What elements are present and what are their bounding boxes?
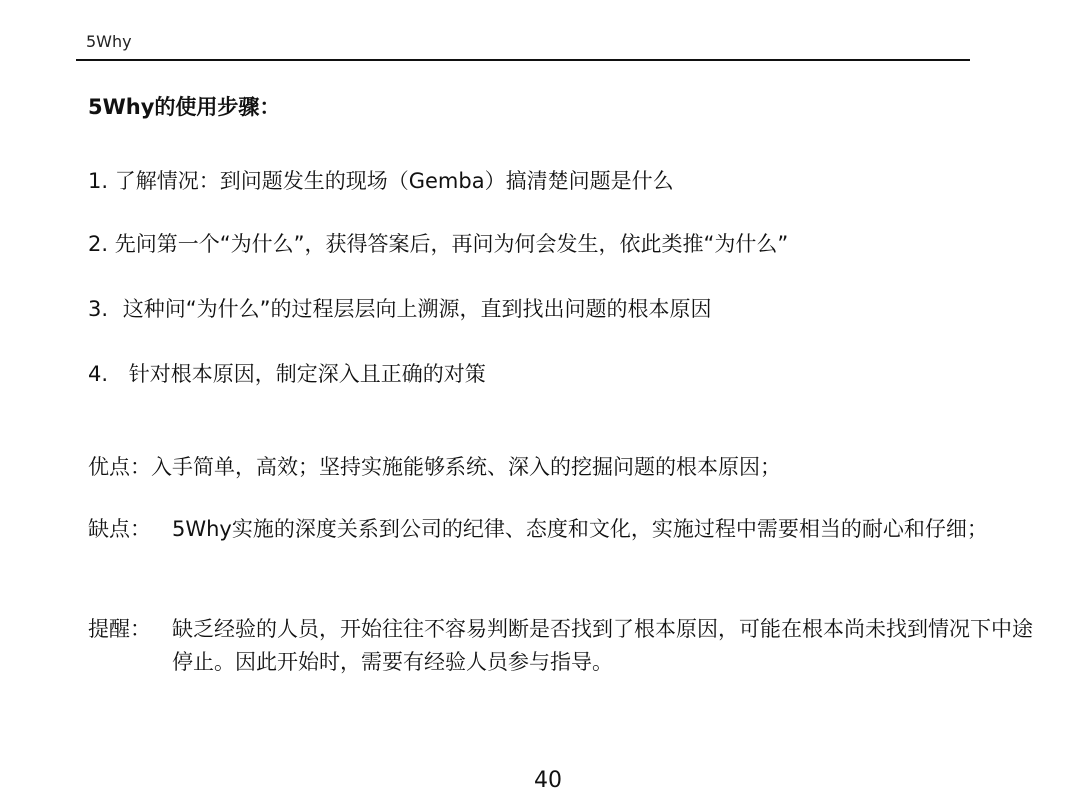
note-disadvantages xyxy=(88,513,1058,546)
step-text: 了解情况：到问题发生的现场（Gemba）搞清楚问题是什么 xyxy=(114,169,674,193)
note-label: 缺点： xyxy=(88,517,151,541)
step-number: 3. xyxy=(88,297,109,321)
step-item xyxy=(88,359,486,389)
step-number: 2. xyxy=(88,232,109,256)
step-text: 先问第一个“为什么”，获得答案后，再问为何会发生，依此类推“为什么” xyxy=(114,232,789,256)
section-heading: 5Why的使用步骤： xyxy=(88,95,281,119)
step-text: 这种问“为什么”的过程层层向上溯源，直到找出问题的根本原因 xyxy=(122,297,712,321)
step-item xyxy=(88,166,674,196)
note-advantages xyxy=(88,451,1058,484)
page-number: 40 xyxy=(534,768,562,793)
note-text: 入手简单，高效；坚持实施能够系统、深入的挖掘问题的根本原因； xyxy=(151,455,781,479)
step-item xyxy=(88,229,788,259)
header-rule xyxy=(76,59,970,61)
step-item xyxy=(88,294,712,324)
note-label: 优点： xyxy=(88,455,151,479)
note-text: 5Why实施的深度关系到公司的纪律、态度和文化，实施过程中需要相当的耐心和仔细； xyxy=(172,517,988,541)
step-number: 1. xyxy=(88,169,109,193)
step-text: 针对根本原因，制定深入且正确的对策 xyxy=(128,362,486,386)
note-reminder xyxy=(88,613,1058,679)
note-text: 缺乏经验的人员，开始往往不容易判断是否找到了根本原因，可能在根本尚未找到情况下中途停止。因此开始时，需要有经验人员参与指导。 xyxy=(172,617,1033,674)
header-title: 5Why xyxy=(86,32,132,51)
step-number: 4. xyxy=(88,362,109,386)
note-label: 提醒： xyxy=(88,617,151,641)
